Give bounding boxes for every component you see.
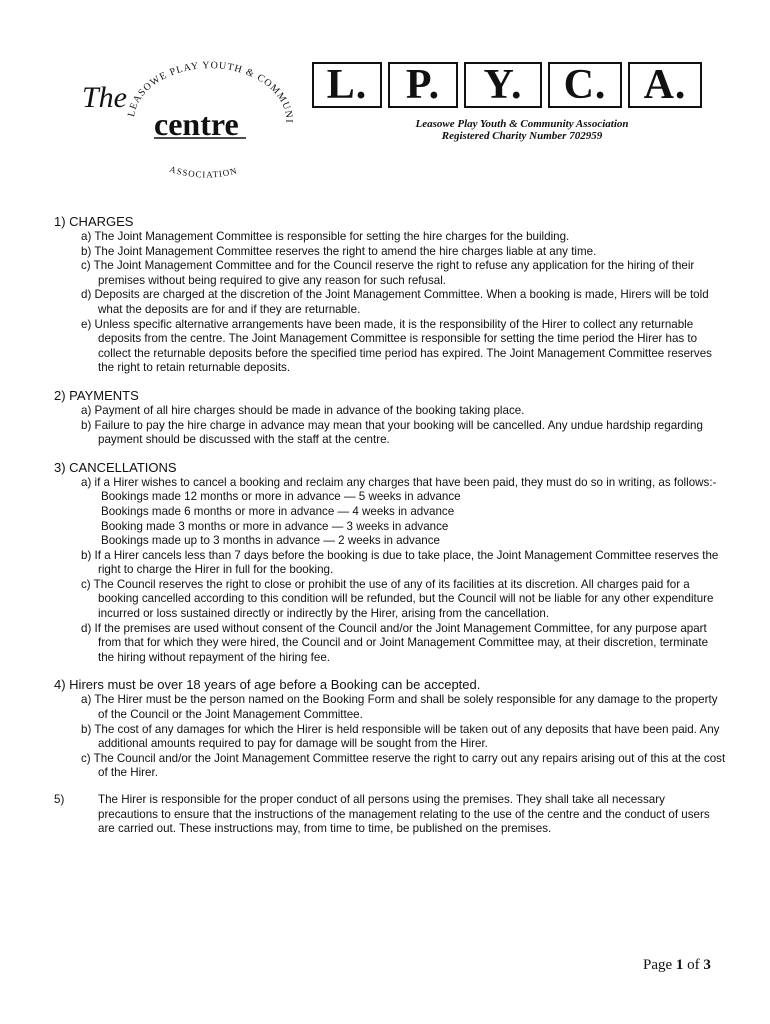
logo-letter-box: L.: [312, 62, 382, 108]
notice-period-row: Bookings made 12 months or more in advance — 5 weeks in advance: [101, 490, 461, 504]
section-conduct: [54, 793, 726, 837]
section-heading-cancellations: 3) CANCELLATIONS: [54, 459, 177, 475]
charges-item-c: c) The Joint Management Committee and for the Council reserve the right to refuse any application for the hiring of their premises without being required to give any reason for such refusal.: [81, 259, 695, 287]
conduct-number: 5): [54, 793, 65, 806]
cancellations-item-d: d) If the premises are used without consent of the Council and/or the Joint Management Committee, for any purpose apart from that for which they were hired, the Council and or Joint Management Committee may, at their discretion, terminate the hiring without repayment of the hiring fee.: [81, 621, 709, 664]
payments-item-a: a) Payment of all hire charges should be made in advance of the booking taking place.: [81, 403, 525, 417]
notice-period-row: Bookings made up to 3 months in advance — 2 weeks in advance: [101, 534, 440, 548]
logo-main-text: centre: [154, 106, 239, 142]
conduct-text: The Hirer is responsible for the proper conduct of all persons using the premises. They shall take all necessary precautions to ensure that the instructions of the management relating to the use of the centre and the conduct of users are carried out. These instructions may, from time to time, be published on the premises.: [98, 793, 710, 836]
lpyca-logo: [312, 62, 712, 172]
charges-item-b: b) The Joint Management Committee reserves the right to amend the hire charges liable at any time.: [81, 244, 597, 258]
charges-item-a: a) The Joint Management Committee is responsible for setting the hire charges for the building.: [81, 230, 570, 243]
document-body: [54, 214, 726, 837]
notice-period-row: Booking made 3 months or more in advance — 3 weeks in advance: [101, 519, 449, 533]
section-heading-age: 4) Hirers must be over 18 years of age before a Booking can be accepted.: [54, 677, 481, 693]
cancellations-item-c: c) The Council reserves the right to close or prohibit the use of any of its facilities at its discretion. All charges paid for a booking cancelled according to this condition will be refunded, but the Council will not be liable for any other expenditure incurred or loss sustained directly or indirectly by the Hirer, arising from the cancellation.: [81, 577, 714, 621]
logo-letter-box: P.: [388, 62, 458, 108]
cancellations-item-b: b) If a Hirer cancels less than 7 days before the booking is due to take place, the Joint Management Committee reserves the right to charge the Hirer in full for the booking.: [81, 548, 719, 577]
cancellations-item-a: a) if a Hirer wishes to cancel a booking and reclaim any charges that have been paid, they must do so in writing, as follows:-: [81, 475, 717, 489]
logo-tagline-name: Leasowe Play Youth & Community Association: [415, 118, 629, 130]
notice-period-row: Bookings made 6 months or more in advance — 4 weeks in advance: [101, 504, 455, 518]
section-heading-payments: 2) PAYMENTS: [54, 387, 139, 403]
logo-tagline-charity: Registered Charity Number 702959: [441, 130, 603, 142]
lpyca-letters: [312, 62, 712, 108]
logo-letter-box: A.: [628, 62, 702, 108]
logo-ring-top-text: LEASOWE PLAY YOUTH & COMMUNI: [125, 60, 295, 124]
charges-item-d: d) Deposits are charged at the discretion of the Joint Management Committee. When a booking is made, Hirers will be told what the deposits are for and if they are returnable.: [81, 288, 709, 316]
of-word: of: [687, 957, 700, 973]
centre-logo: [76, 55, 306, 180]
page-number: [643, 957, 711, 974]
section-heading-charges: 1) CHARGES: [54, 214, 134, 229]
age-item-b: b) The cost of any damages for which the Hirer is held responsible will be taken out of any deposits that have been paid. Any additional amounts required to pay for damage will be sought from the Hirer.: [81, 722, 720, 751]
logo-script-text: The: [82, 81, 127, 114]
centre-logo-graphic: [76, 55, 306, 180]
logo-letter-box: Y.: [464, 62, 542, 108]
age-item-c: c) The Council and/or the Joint Management Committee reserve the right to carry out any repairs arising out of this at the cost of the Hirer.: [81, 751, 726, 780]
logo-tagline: [312, 118, 712, 142]
page-total: 3: [703, 957, 711, 973]
page-word: Page: [643, 957, 673, 973]
charges-item-e: e) Unless specific alternative arrangements have been made, it is the responsibility of the Hirer to collect any returnable deposits from the centre. The Joint Management Committee is responsible for setting the time period the Hirer has to collect the returnable deposits before the specified time period has expired. The Joint Management Committee reserves the right to retain returnable deposits.: [81, 317, 712, 375]
logo-letter-box: C.: [548, 62, 622, 108]
logo-ring-bottom-text: ASSOCIATION: [168, 163, 239, 180]
age-item-a: a) The Hirer must be the person named on the Booking Form and shall be solely responsible for any damage to the property of the Council or the Joint Management Committee.: [81, 693, 718, 722]
page-current: 1: [675, 957, 684, 973]
payments-item-b: b) Failure to pay the hire charge in advance may mean that your booking will be cancelled. Any undue hardship regarding payment should be discussed with the staff at the centre.: [81, 418, 703, 447]
svg-text:ASSOCIATION: [168, 164, 238, 180]
